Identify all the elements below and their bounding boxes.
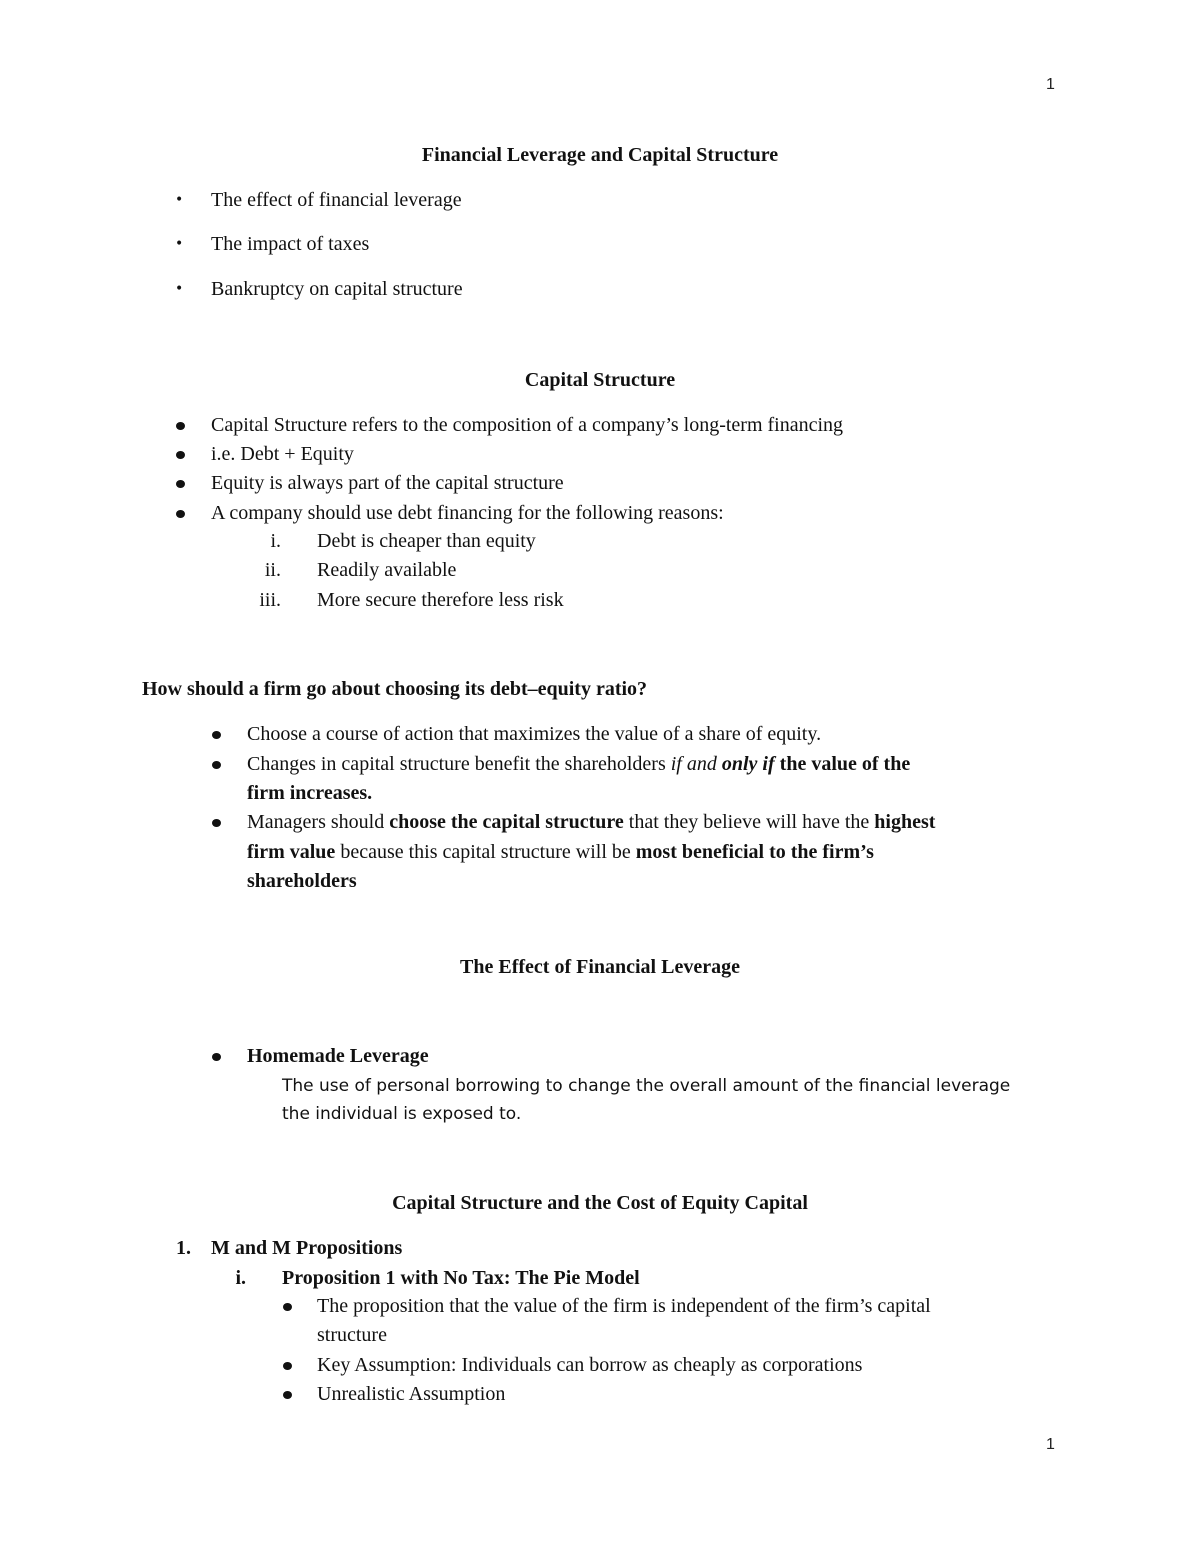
bullet-icon: • (175, 236, 184, 252)
list-item-continuation (247, 841, 874, 864)
list-item: More secure therefore less risk (317, 589, 564, 611)
list-item: i.e. Debt + Equity (211, 443, 354, 465)
bullet-icon: • (175, 281, 184, 297)
list-item: Choose a course of action that maximizes the value of a share of equity. (247, 723, 822, 745)
section-title-effect-leverage: The Effect of Financial Leverage (460, 956, 740, 978)
roman-numeral: ii. (264, 559, 281, 581)
text-run-bold: highest (874, 811, 936, 833)
list-item-continuation: shareholders (247, 870, 357, 892)
text-run: that they believe will have the (623, 811, 875, 833)
list-item: Unrealistic Assumption (317, 1383, 506, 1405)
definition-text: The use of personal borrowing to change the overall amount of the financial leverage (282, 1076, 1011, 1096)
roman-numeral: i. (270, 530, 281, 552)
list-item-continuation: firm increases. (247, 782, 373, 804)
text-run: Managers should (247, 811, 390, 833)
section-title-cost-of-equity: Capital Structure and the Cost of Equity Capital (392, 1192, 808, 1214)
section-title-capital-structure: Capital Structure (524, 369, 676, 391)
list-item: Key Assumption: Individuals can borrow as cheaply as corporations (317, 1354, 863, 1376)
list-item: The effect of financial leverage (211, 189, 462, 211)
text-run: because this capital structure will be (335, 841, 636, 863)
text-run-bold: the value of the (774, 753, 911, 775)
bullet-icon (283, 1391, 292, 1399)
list-item (247, 753, 910, 776)
list-item-homemade-leverage: Homemade Leverage (247, 1045, 429, 1067)
text-run-bold: firm value (247, 841, 336, 863)
section-title-debt-equity: How should a firm go about choosing its debt–equity ratio? (142, 678, 648, 700)
list-number: 1. (176, 1237, 191, 1259)
list-item-continuation: structure (317, 1324, 387, 1346)
text-run-bold: choose the capital structure (389, 811, 624, 833)
page-number-top: 1 (1046, 76, 1055, 93)
list-item: A company should use debt financing for the following reasons: (211, 502, 724, 524)
list-item-proposition-1: Proposition 1 with No Tax: The Pie Model (282, 1267, 640, 1289)
bullet-icon (212, 1053, 221, 1061)
list-item-mm-propositions: M and M Propositions (211, 1237, 403, 1259)
bullet-icon (283, 1362, 292, 1370)
text-run-bold-italic: only if (721, 753, 775, 775)
list-item (247, 811, 935, 834)
section-title-financial-leverage: Financial Leverage and Capital Structure (421, 144, 779, 166)
roman-numeral: i. (235, 1267, 246, 1289)
page-number-bottom: 1 (1046, 1436, 1055, 1453)
bullet-icon: • (175, 192, 184, 208)
list-item: The proposition that the value of the firm is independent of the firm’s capital (317, 1295, 931, 1317)
text-run-bold: most beneficial to the firm’s (635, 841, 874, 863)
list-item: The impact of taxes (211, 233, 370, 255)
bullet-icon (212, 819, 221, 827)
bullet-icon (176, 510, 185, 518)
text-run: Changes in capital structure benefit the shareholders (247, 753, 671, 775)
bullet-icon (212, 761, 221, 769)
text-run-italic: if and (670, 753, 722, 775)
roman-numeral: iii. (259, 589, 281, 611)
bullet-icon (212, 731, 221, 739)
list-item: Readily available (317, 559, 457, 581)
bullet-icon (283, 1303, 292, 1311)
bullet-icon (176, 480, 185, 488)
list-item: Debt is cheaper than equity (317, 530, 536, 552)
bullet-icon (176, 422, 185, 430)
bullet-icon (176, 451, 185, 459)
definition-text: the individual is exposed to. (282, 1104, 522, 1124)
list-item: Capital Structure refers to the composition of a company’s long-term financing (211, 414, 844, 436)
list-item: Bankruptcy on capital structure (211, 278, 463, 300)
list-item: Equity is always part of the capital structure (211, 472, 564, 494)
